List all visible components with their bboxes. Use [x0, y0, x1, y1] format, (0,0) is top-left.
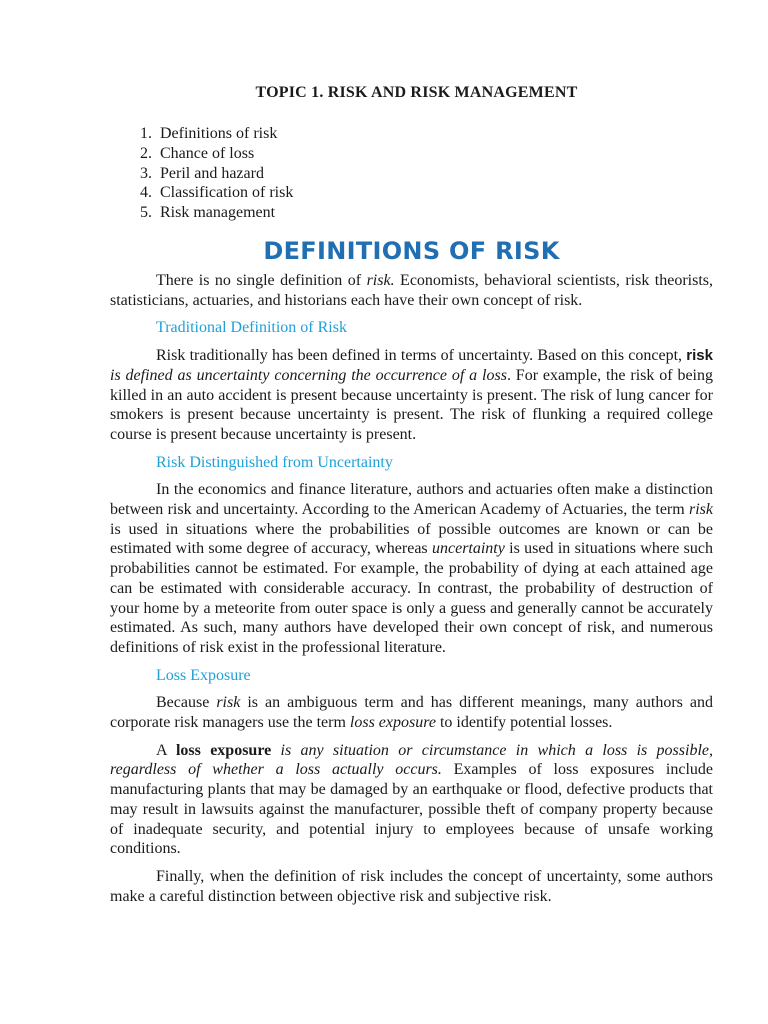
- text-run: In the economics and finance literature, authors and actuaries often make a distinction between risk and uncertainty. According to the American Academy of Actuaries, the term: [110, 481, 713, 519]
- outline-item: 2. Chance of loss: [156, 144, 713, 164]
- bold-term: loss exposure: [175, 741, 272, 759]
- topic-outline: [110, 124, 713, 223]
- italic-term: loss exposure: [349, 714, 436, 732]
- italic-definition: is any situation or circumstance in which a loss is possible, regardless of whether a loss actually occurs.: [110, 741, 714, 779]
- text-run: Examples of loss exposures include manufacturing plants that may be damaged by an earthquake or flood, defective products that may result in lawsuits against the manufacturer, possible theft of company property because of inadequate security, and potential injury to employees because of unsafe working conditions.: [110, 761, 714, 858]
- text-run: Risk traditionally has been defined in terms of uncertainty. Based on this concept,: [156, 347, 687, 365]
- section-title: DEFINITIONS OF RISK: [263, 236, 560, 265]
- text-run: is used in situations where the probabilities of possible outcomes are known or can be estimated with some degree of accuracy, whereas: [110, 520, 713, 558]
- italic-term: risk.: [366, 271, 395, 289]
- text-run: There is no single definition of: [156, 271, 367, 289]
- text-run: Because: [156, 694, 217, 712]
- text-run: A: [156, 741, 176, 759]
- text-run: . For example, the risk of being killed in an auto accident is present because uncertainty is present. The risk of lung cancer for smokers is present because uncertainty is present. The risk of flunking a required college course is present because uncertainty is present.: [110, 366, 714, 443]
- topic-heading: TOPIC 1. RISK AND RISK MANAGEMENT: [255, 84, 578, 101]
- loss-exposure-paragraph-2: [110, 741, 713, 859]
- subheading-traditional: Traditional Definition of Risk: [156, 319, 347, 337]
- distinguished-paragraph: [110, 480, 713, 657]
- loss-exposure-paragraph-1: [110, 693, 713, 732]
- italic-term: uncertainty: [431, 540, 505, 558]
- text-run: to identify potential losses.: [435, 714, 613, 732]
- outline-item: 5. Risk management: [156, 203, 713, 223]
- outline-item: 4. Classification of risk: [156, 183, 713, 203]
- italic-term: risk: [216, 694, 241, 712]
- italic-term: risk: [689, 501, 713, 519]
- subheading-distinguished: Risk Distinguished from Uncertainty: [156, 453, 393, 471]
- outline-item: 3. Peril and hazard: [156, 164, 713, 184]
- loss-exposure-paragraph-3: Finally, when the definition of risk includes the concept of uncertainty, some authors make a careful distinction between objective risk and subjective risk.: [110, 867, 713, 905]
- text-run: Economists, behavioral scientists, risk theorists, statisticians, actuaries, and historians each have their own concept of risk.: [110, 271, 714, 309]
- subheading-loss-exposure: Loss Exposure: [156, 666, 251, 684]
- outline-item: 1. Definitions of risk: [156, 124, 713, 144]
- text-run: is an ambiguous term and has different meanings, many authors and corporate risk managers use the term: [110, 694, 713, 732]
- traditional-paragraph: [110, 346, 713, 445]
- italic-definition: is defined as uncertainty concerning the occurrence of a loss: [110, 366, 507, 384]
- intro-paragraph: [110, 271, 713, 310]
- text-run: is used in situations where such probabilities cannot be estimated. For example, the probability of dying at each attained age can be estimated with considerable accuracy. In contrast, the probability of destruction of your home by a meteorite from outer space is only a guess and generally cannot be accurately estimated. As such, many authors have developed their own concept of risk, and numerous definitions of risk exist in the professional literature.: [110, 540, 714, 656]
- bold-term: risk: [686, 347, 713, 365]
